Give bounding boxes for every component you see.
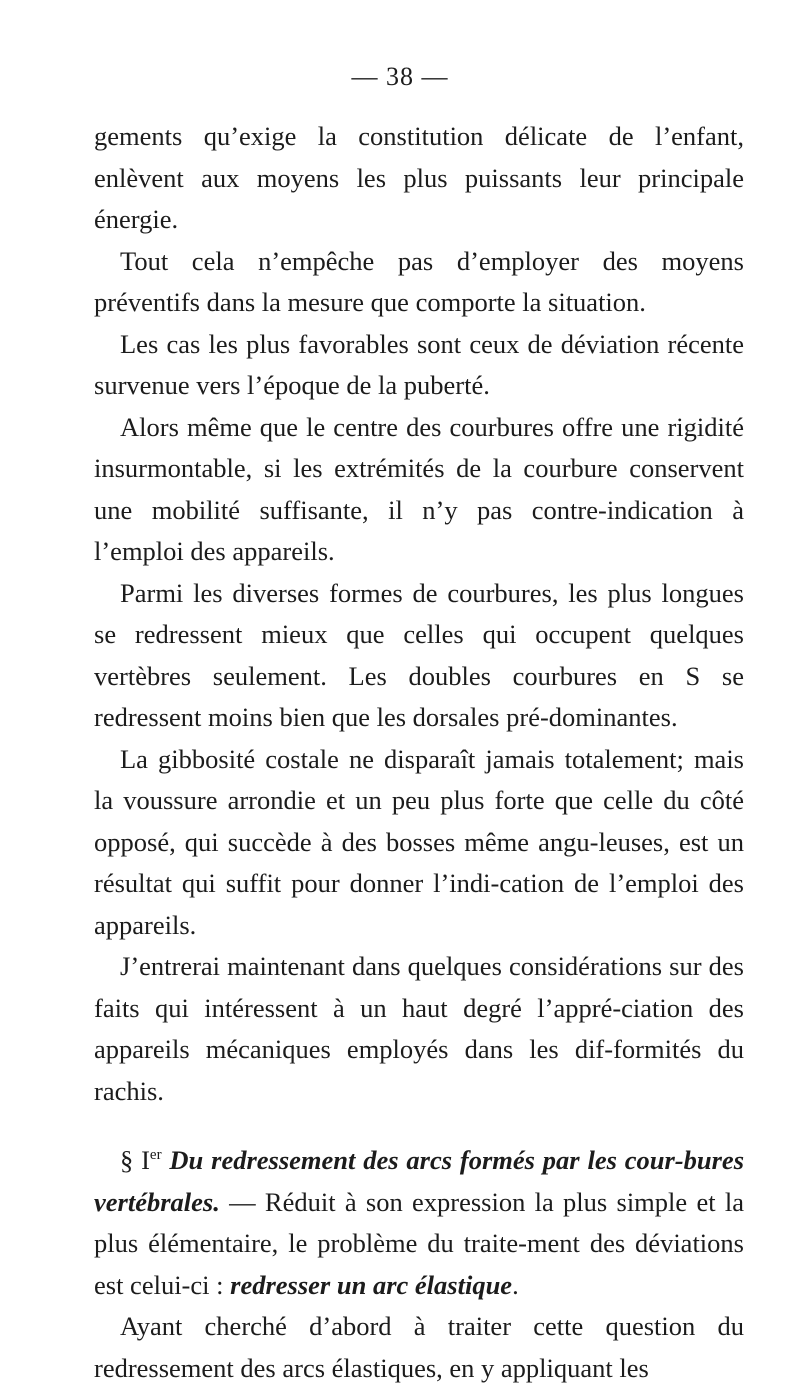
section-text: — Réduit à son expression la plus simple et la plus élémentaire, le problème du traite-ment des déviations est celui-ci : [94,1186,744,1300]
paragraph: Alors même que le centre des courbures offre une rigidité insurmontable, si les extrémités de la courbure conservent une mobilité suffisante, il n’y pas contre-indication à l’emploi des appareils. [94,411,744,566]
paragraph: La gibbosité costale ne disparaît jamais totalement; mais la voussure arrondie et un peu plus forte que celle du côté opposé, qui succède à des bosses même angu-leuses, est un résultat qui suffit pour donner l’indi-cation de l’emploi des appareils. [94,743,744,940]
page-body [94,116,744,1389]
paragraph: gements qu’exige la constitution délicate de l’enfant, enlèvent aux moyens les plus puissants leur principale énergie. [94,121,744,234]
paragraph: Parmi les diverses formes de courbures, les plus longues se redressent mieux que celles qui occupent quelques vertèbres seulement. Les doubles courbures en S se redressent moins bien que les dorsales pré-dominantes. [94,577,744,732]
paragraph: Les cas les plus favorables sont ceux de déviation récente survenue vers l’époque de la puberté. [94,328,744,400]
paragraph: J’entrerai maintenant dans quelques considérations sur des faits qui intéressent à un haut degré l’appré-ciation des appareils mécaniques employés dans les dif-formités du rachis. [94,951,744,1106]
page-number: — 38 — [351,62,449,91]
paragraph: Ayant cherché d’abord à traiter cette question du redressement des arcs élastiques, en y appliquant les [94,1311,744,1383]
section-heading: Du redressement des arcs formés par les cour-bures vertébrales. [94,1145,745,1217]
section-emphasis: redresser un arc élastique [230,1269,513,1300]
section-mark: § I [120,1145,150,1175]
paragraph: Tout cela n’empêche pas d’employer des moyens préventifs dans la mesure que comporte la situation. [94,245,744,317]
section-mark-superscript: er [149,1147,162,1164]
section-text-end: . [512,1269,519,1300]
section-paragraph [94,1140,744,1306]
